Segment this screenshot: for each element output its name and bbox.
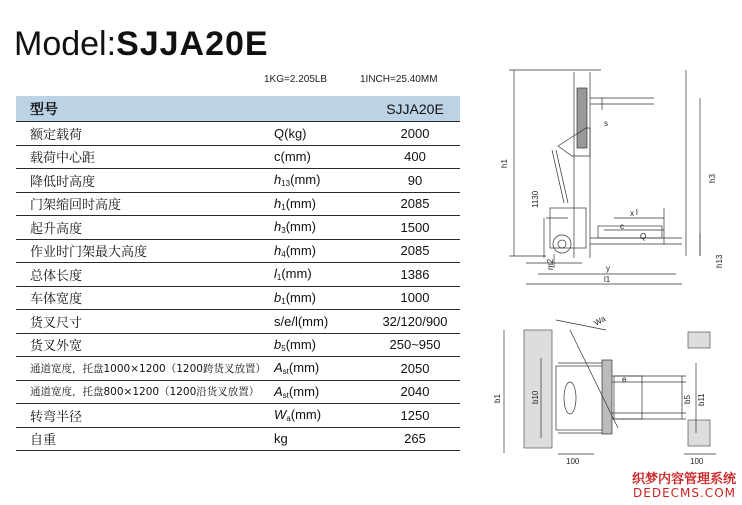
unit-tail: (mm) (290, 407, 322, 423)
spec-label: 货叉尺寸 (16, 310, 274, 334)
spec-unit (274, 357, 370, 381)
spec-row (16, 357, 460, 381)
label-dim-100-left: 100 (566, 457, 580, 466)
unit-symbol: h (274, 219, 282, 235)
spec-value: 265 (370, 427, 460, 451)
spec-label: 降低时高度 (16, 169, 274, 193)
spec-value: 2085 (370, 192, 460, 216)
spec-unit: kg (274, 427, 370, 451)
spec-value: 250~950 (370, 333, 460, 357)
side-view-drawing (500, 70, 724, 284)
unit-symbol: b (274, 289, 282, 305)
label-h13: h13 (715, 254, 724, 268)
spec-label: 作业时门架最大高度 (16, 239, 274, 263)
label-s: s (604, 119, 608, 128)
spec-value: 2040 (370, 380, 460, 404)
label-e: e (622, 375, 627, 384)
spec-row (16, 427, 460, 451)
spec-value: 90 (370, 169, 460, 193)
spec-label: 货叉外宽 (16, 333, 274, 357)
label-q: Q (640, 232, 647, 241)
spec-label: 车体宽度 (16, 286, 274, 310)
unit-symbol: h (274, 172, 282, 188)
spec-row (16, 169, 460, 193)
unit-subscript: 1 (281, 296, 286, 306)
unit-tail: (mm) (281, 266, 312, 282)
spec-unit: c(mm) (274, 145, 370, 169)
spec-unit (274, 239, 370, 263)
label-b11: b11 (697, 393, 706, 406)
header-label: 型号 (16, 96, 274, 122)
label-m2: m2 (546, 258, 555, 270)
watermark-title: 织梦内容管理系统 (631, 472, 736, 487)
spec-label: 总体长度 (16, 263, 274, 287)
label-b10: b10 (531, 390, 540, 404)
unit-tail: (mm) (285, 242, 317, 258)
spec-unit (274, 216, 370, 240)
label-h3: h3 (708, 174, 717, 183)
spec-label: 通道宽度，托盘800×1200（1200沿货叉放置） (16, 380, 274, 404)
spec-label: 起升高度 (16, 216, 274, 240)
top-view-drawing (493, 314, 716, 466)
spec-unit: s/e/l(mm) (274, 310, 370, 334)
model-name: SJJA20E (116, 25, 269, 63)
unit-tail: (mm) (285, 289, 317, 305)
spec-value: 1000 (370, 286, 460, 310)
unit-conversion-kg: 1KG=2.205LB (264, 74, 328, 85)
stacker-diagram (486, 58, 726, 478)
spec-unit (274, 286, 370, 310)
unit-subscript: 13 (281, 179, 291, 189)
spec-row (16, 263, 460, 287)
unit-tail: (mm) (288, 360, 320, 376)
spec-row (16, 333, 460, 357)
spec-label: 通道宽度，托盘1000×1200（1200跨货叉放置） (16, 357, 274, 381)
spec-row (16, 286, 460, 310)
unit-subscript: 1 (276, 273, 282, 283)
watermark-url: DEDECMS.COM (633, 486, 736, 500)
label-h1: h1 (500, 159, 509, 168)
spec-unit: Q(kg) (274, 122, 370, 146)
unit-tail: (mm) (285, 336, 317, 352)
spec-header-row (16, 96, 460, 122)
unit-symbol: A (274, 383, 283, 399)
spec-unit (274, 192, 370, 216)
unit-subscript: 4 (281, 249, 286, 259)
spec-row (16, 122, 460, 146)
spec-label: 自重 (16, 427, 274, 451)
page-title (14, 24, 269, 64)
spec-row (16, 380, 460, 404)
unit-subscript: st (282, 367, 289, 377)
label-b1: b1 (493, 394, 502, 403)
spec-unit (274, 380, 370, 404)
label-dim-100-right: 100 (690, 457, 704, 466)
label-l1: l1 (604, 275, 611, 284)
unit-symbol: h (274, 242, 282, 258)
unit-tail: (mm) (285, 195, 317, 211)
spec-value: 400 (370, 145, 460, 169)
spec-value: 2000 (370, 122, 460, 146)
spec-unit (274, 263, 370, 287)
unit-symbol: W (274, 407, 287, 423)
spec-row (16, 145, 460, 169)
spec-label: 门架缩回时高度 (16, 192, 274, 216)
spec-row (16, 239, 460, 263)
unit-subscript: 5 (281, 343, 286, 353)
unit-symbol: h (274, 195, 282, 211)
unit-subscript: 1 (281, 202, 286, 212)
spec-row (16, 216, 460, 240)
spec-label: 载荷中心距 (16, 145, 274, 169)
label-y: y (606, 264, 610, 273)
unit-conversion-inch: 1INCH=25.40MM (360, 74, 438, 85)
spec-value: 32/120/900 (370, 310, 460, 334)
unit-subscript: 3 (281, 226, 286, 236)
spec-unit (274, 333, 370, 357)
unit-symbol: l (274, 266, 277, 282)
label-x: x (630, 209, 634, 218)
spec-row (16, 192, 460, 216)
spec-value: 1250 (370, 404, 460, 428)
unit-tail: (mm) (290, 172, 321, 188)
label-l: l (636, 208, 638, 217)
model-prefix: Model: (14, 25, 117, 63)
spec-unit (274, 404, 370, 428)
label-b5: b5 (683, 395, 692, 404)
unit-symbol: A (274, 360, 283, 376)
label-c: c (620, 222, 624, 231)
spec-table (16, 96, 460, 451)
spec-label: 转弯半径 (16, 404, 274, 428)
spec-value: 1386 (370, 263, 460, 287)
header-value: SJJA20E (370, 96, 460, 122)
spec-value: 2050 (370, 357, 460, 381)
label-wa: Wa (592, 314, 608, 328)
spec-unit (274, 169, 370, 193)
unit-tail: (mm) (288, 383, 320, 399)
unit-symbol: b (274, 336, 282, 352)
unit-subscript: st (282, 390, 289, 400)
spec-value: 2085 (370, 239, 460, 263)
spec-row (16, 404, 460, 428)
label-1130: 1130 (531, 190, 540, 208)
unit-subscript: a (286, 414, 291, 424)
spec-value: 1500 (370, 216, 460, 240)
spec-label: 额定载荷 (16, 122, 274, 146)
spec-row (16, 310, 460, 334)
unit-tail: (mm) (285, 219, 317, 235)
